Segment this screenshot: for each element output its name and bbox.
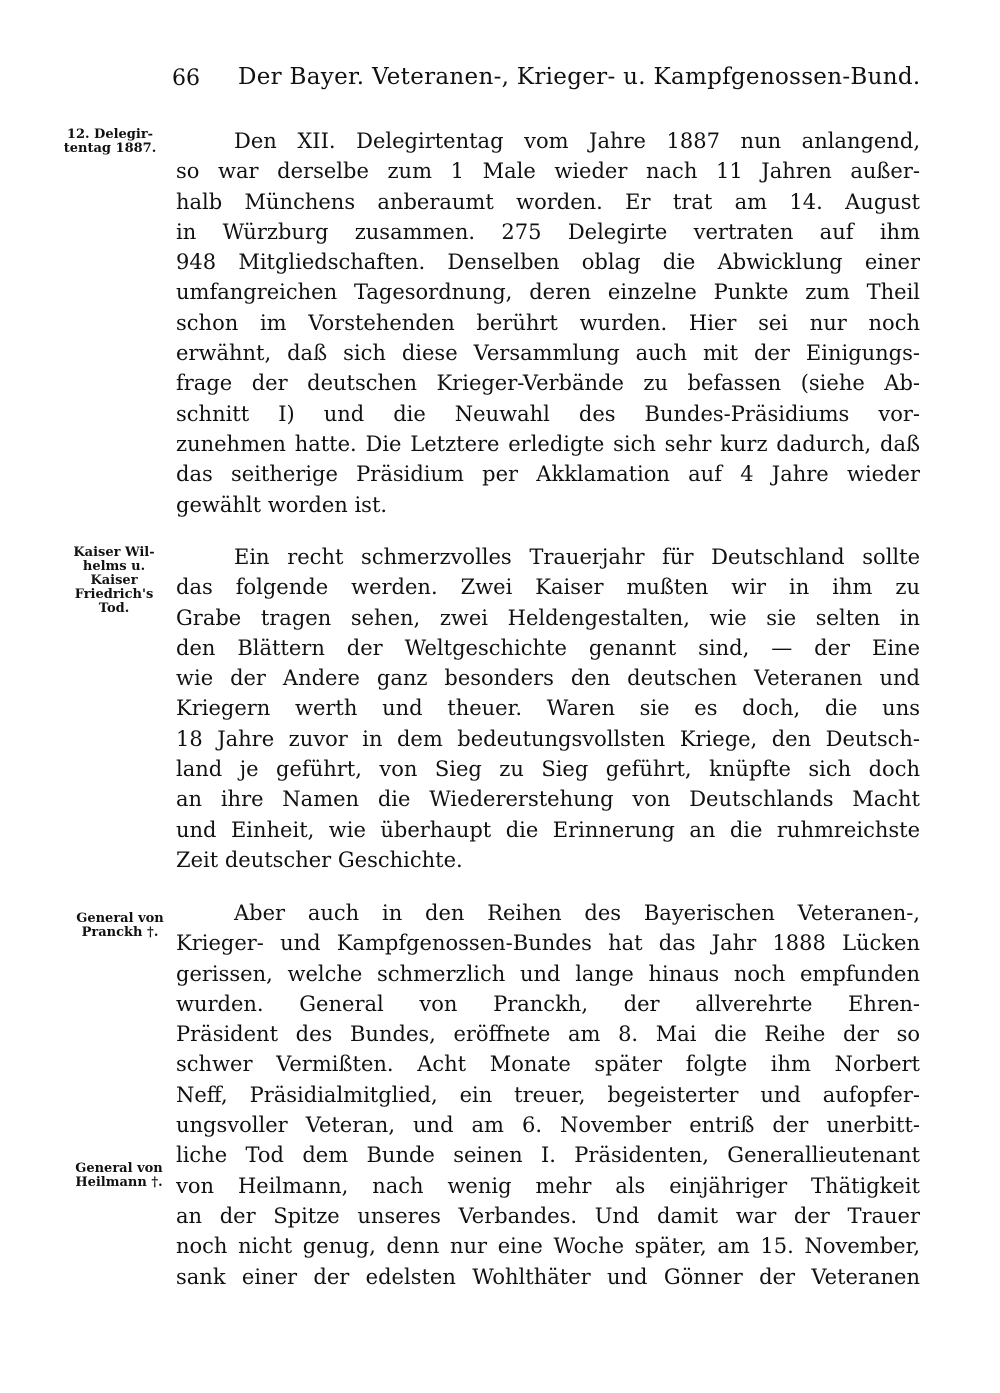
text-line: von Heilmann, nach wenig mehr als einjähriger Thätigkeit: [176, 1173, 920, 1198]
text-line: das seitherige Präsidium per Akklamation auf 4 Jahre wieder: [176, 462, 920, 487]
margin-note-kaiser: [58, 546, 170, 616]
text-line: so war derselbe zum 1 Male wieder nach 11 Jahren außer-: [176, 159, 920, 184]
text-line: ungsvoller Veteran, und am 6. November entriß der unerbitt-: [176, 1113, 920, 1138]
running-title: Der Bayer. Veteranen-, Krieger- u. Kampfgenossen-Bund.: [238, 64, 921, 90]
text-line: liche Tod dem Bunde seinen I. Präsidenten, Generallieutenant: [176, 1143, 920, 1168]
margin-note-line: Heilmann †.: [75, 1175, 163, 1190]
margin-note-line: Kaiser Wil-: [73, 545, 155, 560]
text-line: Aber auch in den Reihen des Bayerischen Veteranen-,: [234, 901, 920, 925]
text-line: 18 Jahre zuvor in dem bedeutungsvollsten Kriege, den Deutsch-: [176, 726, 920, 751]
text-line: gewählt worden ist.: [176, 492, 388, 517]
margin-note-line: General von: [76, 911, 164, 926]
margin-note-line: Friedrich's: [74, 587, 154, 602]
margin-note-heilmann: [62, 1162, 176, 1190]
paragraph-trauerjahr: [176, 542, 920, 875]
text-line: noch nicht genug, denn nur eine Woche später, am 15. November,: [176, 1234, 920, 1259]
paragraph-bundesverluste: [176, 898, 920, 1292]
margin-note-delegiertentag: [58, 128, 162, 156]
text-line: und Einheit, wie überhaupt die Erinnerung an die ruhmreichste: [176, 817, 920, 842]
margin-note-line: tentag 1887.: [63, 141, 157, 156]
page-number: 66: [172, 66, 200, 91]
text-line: land je geführt, von Sieg zu Sieg geführt, knüpfte sich doch: [176, 757, 920, 782]
text-line: Präsident des Bundes, eröffnete am 8. Mai die Reihe der so: [176, 1022, 920, 1047]
margin-note-pranckh: [64, 912, 176, 940]
paragraph-delegiertentag: [176, 126, 920, 520]
text-line: Den XII. Delegirtentag vom Jahre 1887 nun anlangend,: [234, 129, 920, 153]
text-line: frage der deutschen Krieger-Verbände zu befassen (siehe Ab-: [176, 371, 920, 396]
text-line: schon im Vorstehenden berührt wurden. Hier sei nur noch: [176, 310, 920, 335]
text-line: Ein recht schmerzvolles Trauerjahr für Deutschland sollte: [234, 545, 920, 569]
page-header: [0, 58, 1000, 98]
margin-note-line: Tod.: [98, 601, 130, 616]
margin-note-line: Pranckh †.: [81, 925, 159, 940]
text-line: wie der Andere ganz besonders den deutschen Veteranen und: [176, 666, 920, 691]
text-line: in Würzburg zusammen. 275 Delegirte vertraten auf ihm: [176, 219, 920, 244]
text-line: zunehmen hatte. Die Letztere erledigte sich sehr kurz dadurch, daß: [176, 431, 920, 456]
text-line: an ihre Namen die Wiedererstehung von Deutschlands Macht: [176, 787, 920, 812]
margin-note-line: helms u. Kaiser: [82, 559, 146, 588]
text-line: gerissen, welche schmerzlich und lange hinaus noch empfunden: [176, 961, 920, 986]
margin-note-line: General von: [75, 1161, 163, 1176]
text-line: umfangreichen Tagesordnung, deren einzelne Punkte zum Theil: [176, 280, 920, 305]
text-line: das folgende werden. Zwei Kaiser mußten wir in ihm zu: [176, 575, 920, 600]
text-line: erwähnt, daß sich diese Versammlung auch mit der Einigungs-: [176, 341, 920, 366]
text-line: an der Spitze unseres Verbandes. Und damit war der Trauer: [176, 1203, 920, 1228]
text-line: sank einer der edelsten Wohlthäter und Gönner der Veteranen: [176, 1264, 920, 1289]
text-line: Krieger- und Kampfgenossen-Bundes hat das Jahr 1888 Lücken: [176, 931, 920, 956]
text-line: Neff, Präsidialmitglied, ein treuer, begeisterter und aufopfer-: [176, 1082, 920, 1107]
text-line: Kriegern werth und theuer. Waren sie es doch, die uns: [176, 696, 920, 721]
text-line: Grabe tragen sehen, zwei Heldengestalten, wie sie selten in: [176, 605, 920, 630]
text-line: Zeit deutscher Geschichte.: [176, 847, 463, 872]
text-line: den Blättern der Weltgeschichte genannt sind, — der Eine: [176, 635, 920, 660]
text-line: schnitt I) und die Neuwahl des Bundes-Präsidiums vor-: [176, 401, 920, 426]
text-line: wurden. General von Pranckh, der allverehrte Ehren-: [176, 991, 920, 1016]
text-line: schwer Vermißten. Acht Monate später folgte ihm Norbert: [176, 1052, 920, 1077]
margin-note-line: 12. Delegir-: [66, 127, 154, 142]
text-line: halb Münchens anberaumt worden. Er trat am 14. August: [176, 189, 920, 214]
text-line: 948 Mitgliedschaften. Denselben oblag die Abwicklung einer: [176, 250, 920, 275]
